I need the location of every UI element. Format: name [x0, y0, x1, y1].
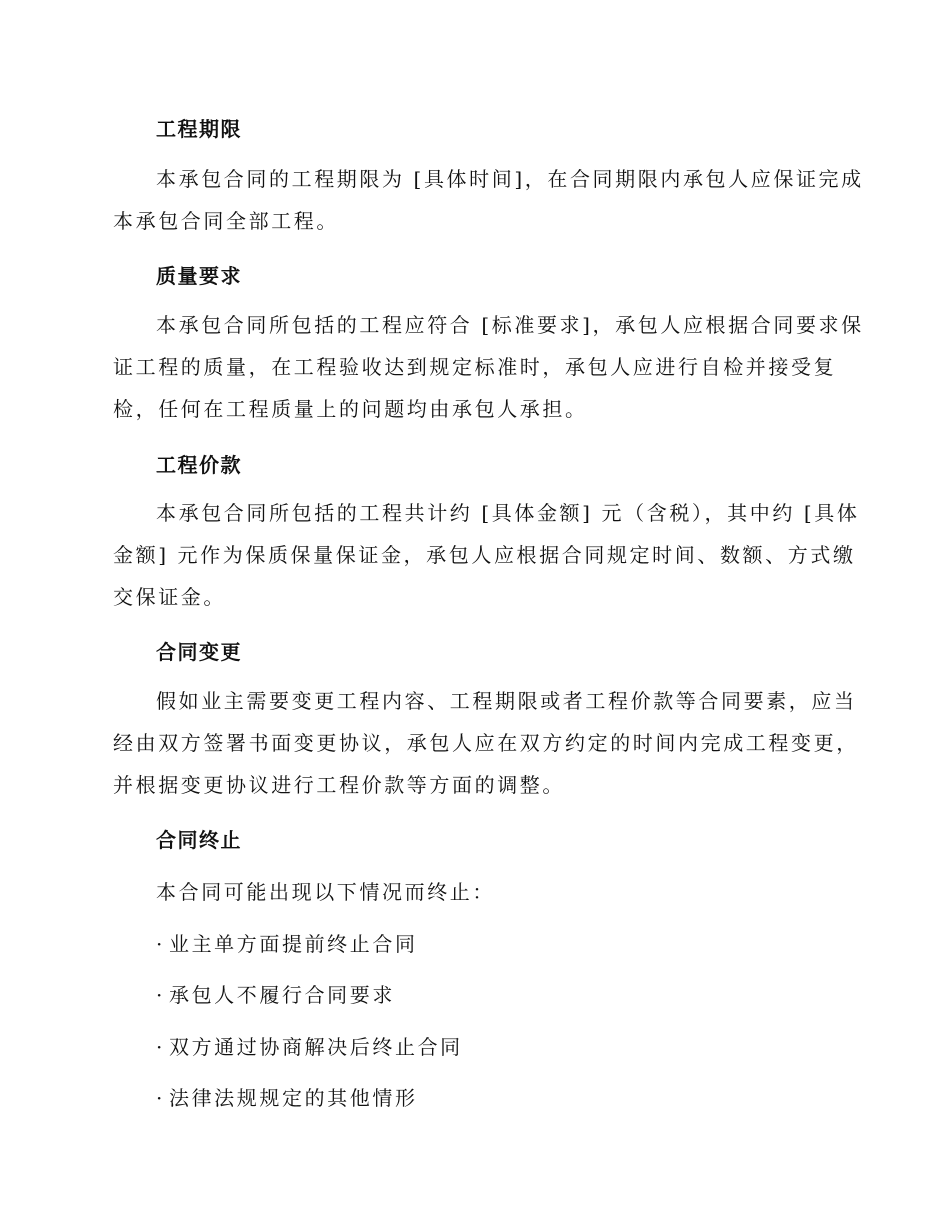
section-title-change: 合同变更	[156, 640, 242, 664]
list-item	[156, 1031, 463, 1060]
list-item	[156, 1082, 418, 1111]
section-title-price: 工程价款	[156, 453, 242, 477]
list-item-text: 业主单方面提前终止合同	[168, 932, 418, 956]
list-item	[156, 979, 395, 1008]
bullet: ·	[156, 932, 165, 956]
paragraph-line: 并根据变更协议进行工程价款等方面的调整。	[113, 773, 565, 797]
paragraph-line: 检，任何在工程质量上的问题均由承包人承担。	[113, 397, 588, 421]
paragraph-line: 交保证金。	[113, 585, 226, 609]
section-title-termination: 合同终止	[156, 828, 242, 852]
section-paragraph-price	[113, 492, 860, 618]
paragraph-line: 本承包合同全部工程。	[113, 209, 339, 233]
section-paragraph-quality	[113, 304, 864, 430]
list-item-text: 双方通过协商解决后终止合同	[168, 1035, 463, 1059]
paragraph-line: 经由双方签署书面变更协议，承包人应在双方约定的时间内完成工程变更，	[113, 731, 859, 755]
paragraph-line: 本承包合同的工程期限为 [具体时间]，在合同期限内承包人应保证完成	[156, 167, 864, 191]
list-item	[156, 928, 418, 957]
section-paragraph-duration	[113, 158, 864, 242]
section-paragraph-change	[113, 680, 859, 806]
bullet: ·	[156, 1086, 165, 1110]
termination-intro: 本合同可能出现以下情况而终止：	[156, 880, 495, 904]
bullet: ·	[156, 983, 165, 1007]
bullet: ·	[156, 1035, 165, 1059]
paragraph-line: 金额] 元作为保质保量保证金，承包人应根据合同规定时间、数额、方式缴	[113, 543, 856, 567]
paragraph-line: 假如业主需要变更工程内容、工程期限或者工程价款等合同要素，应当	[156, 689, 857, 713]
paragraph-line: 证工程的质量，在工程验收达到规定标准时，承包人应进行自检并接受复	[113, 355, 837, 379]
section-title-quality: 质量要求	[156, 264, 242, 288]
list-item-text: 法律法规规定的其他情形	[168, 1086, 418, 1110]
paragraph-line: 本承包合同所包括的工程应符合 [标准要求]，承包人应根据合同要求保	[156, 313, 864, 337]
list-item-text: 承包人不履行合同要求	[168, 983, 395, 1007]
section-title-duration: 工程期限	[156, 117, 242, 141]
paragraph-line: 本承包合同所包括的工程共计约 [具体金额] 元（含税），其中约 [具体	[156, 501, 860, 525]
